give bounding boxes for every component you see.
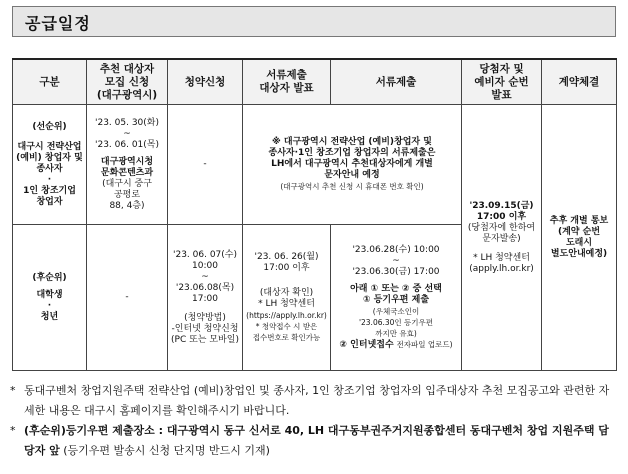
schedule-table [12, 58, 617, 371]
notes [10, 381, 618, 461]
header-submit: 서류제출 [331, 59, 462, 105]
category-secondary: (후순위) 대학생 · 청년 [13, 225, 87, 371]
section-title: 공급일정 [25, 14, 91, 33]
header-contract: 계약체결 [542, 59, 617, 105]
target-announce: '23. 06. 26(월) 17:00 이후 (대상자 확인) * LH 청약센터 (https://apply.lh.or.kr) * 청약접수 시 받은 접수번호로 확인가능 [243, 225, 331, 371]
header-recruit: 추천 대상자 모집 신청 (대구광역시) [87, 59, 168, 105]
header-apply: 청약신청 [168, 59, 243, 105]
recruit-secondary: - [87, 225, 168, 371]
section-title-box [12, 6, 616, 37]
contract-info: 추후 개별 통보 (계약 순번 도래시 별도안내예정) [542, 105, 617, 371]
apply-priority: - [168, 105, 243, 225]
note-2: * (후순위)등기우편 제출장소 : 대구광역시 동구 신서로 40, LH 대구동부권주거지원종합센터 동대구벤처 창업 지원주택 담당자 앞 (등기우편 발송시 신청 단지명 반드시 기재) [10, 424, 609, 457]
document-submit: '23.06.28(수) 10:00 ~ '23.06.30(금) 17:00 아래 ① 또는 ② 중 선택 ① 등기우편 제출 (우체국소인이 '23.06.30인 등기우편 까지만 유효) ② 인터넷접수 전자파일 업로드) [331, 225, 462, 371]
recruit-period: '23. 05. 30(화) ~ '23. 06. 01(목) 대구광역시청 문화콘텐츠과 (대구시 중구 공평로 88, 4층) [87, 105, 168, 225]
header-announce: 서류제출 대상자 발표 [243, 59, 331, 105]
header-winner: 당첨자 및 예비자 순번 발표 [462, 59, 542, 105]
header-category: 구분 [13, 59, 87, 105]
header-row [13, 59, 617, 105]
row-priority [13, 105, 617, 225]
apply-period: '23. 06. 07(수) 10:00 ~ '23.06.08(목) 17:00 (청약방법) -인터넷 청약신청 (PC 또는 모바일) [168, 225, 243, 371]
note-1: * 동대구벤처 창업지원주택 전략산업 (예비)창업인 및 종사자, 1인 창조기업 창업자의 입주대상자 추천 모집공고와 관련한 자세한 내용은 대구시 홈페이지를 확인해주시기 바랍니다. [10, 384, 610, 417]
winner-announce: '23.09.15(금) 17:00 이후 (당첨자에 한하여 문자발송) * LH 청약센터 (apply.lh.or.kr) [462, 105, 542, 371]
category-priority: (선순위) 대구시 전략산업 (예비) 창업자 및 종사자 · 1인 창조기업 창업자 [13, 105, 87, 225]
submit-notice: ※ 대구광역시 전략산업 (예비)창업자 및 종사자·1인 창조기업 창업자의 서류제출은 LH에서 대구광역시 추천대상자에게 개별 문자안내 예정 (대구광역시 추천 신청 시 휴대폰 번호 확인) [243, 105, 462, 225]
